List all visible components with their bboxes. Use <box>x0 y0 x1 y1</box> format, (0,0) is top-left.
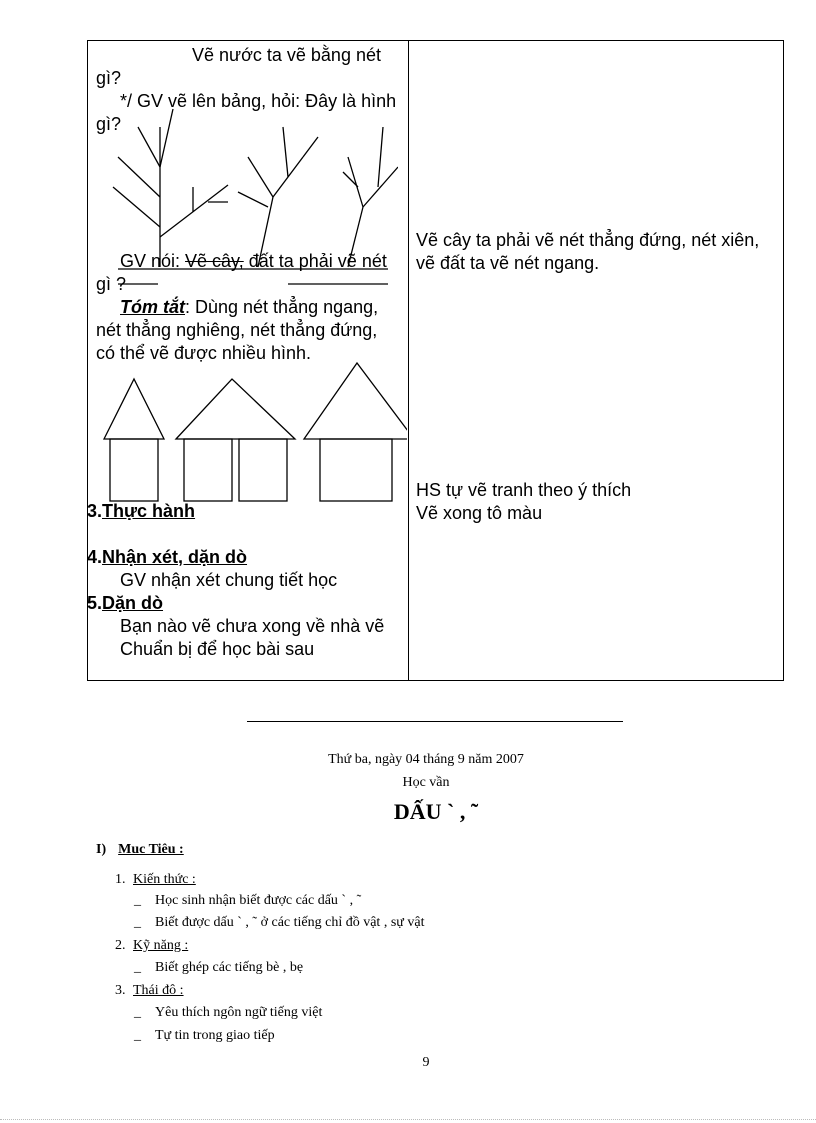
section-practice-heading: 3.Thực hành <box>87 501 196 521</box>
homework-line: Bạn nào vẽ chưa xong về nhà vẽ <box>120 616 385 636</box>
homework-line: Chuẩn bị để học bài sau <box>120 639 315 659</box>
question-line: gì? <box>96 114 122 134</box>
page-edge <box>0 1119 816 1120</box>
lesson-subject: Học vần <box>402 775 450 790</box>
practice-line: HS tự vẽ tranh theo ý thích <box>416 480 632 500</box>
page-number: 9 <box>422 1055 430 1070</box>
lesson-table <box>87 40 784 681</box>
separator-line <box>247 721 623 722</box>
attitude-heading: 3. Thái đô : <box>115 983 184 998</box>
teacher-remark: GV nói: Vẽ cây, đất ta phải vẽ nét <box>120 251 387 271</box>
skills-heading: 2. Kỹ năng : <box>115 938 189 953</box>
summary-line: Tóm tắt: Dùng nét thẳng ngang, <box>120 297 379 317</box>
knowledge-item: _ Biết được dấu ` , ˜ ở các tiếng chỉ đồ vật , sự vật <box>134 915 425 930</box>
lesson-date: Thứ ba, ngày 04 tháng 9 năm 2007 <box>328 752 524 767</box>
lesson-title: DẤU ` , ˜ <box>393 799 479 824</box>
answer-line: vẽ đất ta vẽ nét ngang. <box>416 253 600 273</box>
knowledge-heading: 1. Kiến thức : <box>115 872 196 887</box>
column-divider <box>408 41 409 680</box>
teacher-remark: gì ? <box>96 274 127 294</box>
summary-line: có thể vẽ được nhiều hình. <box>96 343 311 363</box>
answer-line: Vẽ cây ta phải vẽ nét thẳng đứng, nét xiên, <box>416 230 760 250</box>
question-line: Vẽ nước ta vẽ bằng nét <box>192 45 381 65</box>
summary-line: nét thẳng nghiêng, nét thẳng đứng, <box>96 320 378 340</box>
house-drawing <box>102 361 407 506</box>
review-line: GV nhận xét chung tiết học <box>120 570 338 590</box>
attitude-item: _ Tự tin trong giao tiếp <box>134 1028 275 1043</box>
question-line: */ GV vẽ lên bảng, hỏi: Đây là hình <box>120 91 397 111</box>
section-homework-heading: 5.Dặn dò <box>87 593 164 613</box>
practice-line: Vẽ xong tô màu <box>416 503 543 523</box>
knowledge-item: _ Học sinh nhận biết được các dấu ` , ˜ <box>134 893 362 908</box>
skills-item: _ Biết ghép các tiếng bè , bẹ <box>134 960 304 975</box>
objectives-heading: I) Muc Tiêu : <box>96 842 184 857</box>
question-line: gì? <box>96 68 122 88</box>
attitude-item: _ Yêu thích ngôn ngữ tiếng việt <box>134 1005 323 1020</box>
section-review-heading: 4.Nhận xét, dặn dò <box>87 547 248 567</box>
